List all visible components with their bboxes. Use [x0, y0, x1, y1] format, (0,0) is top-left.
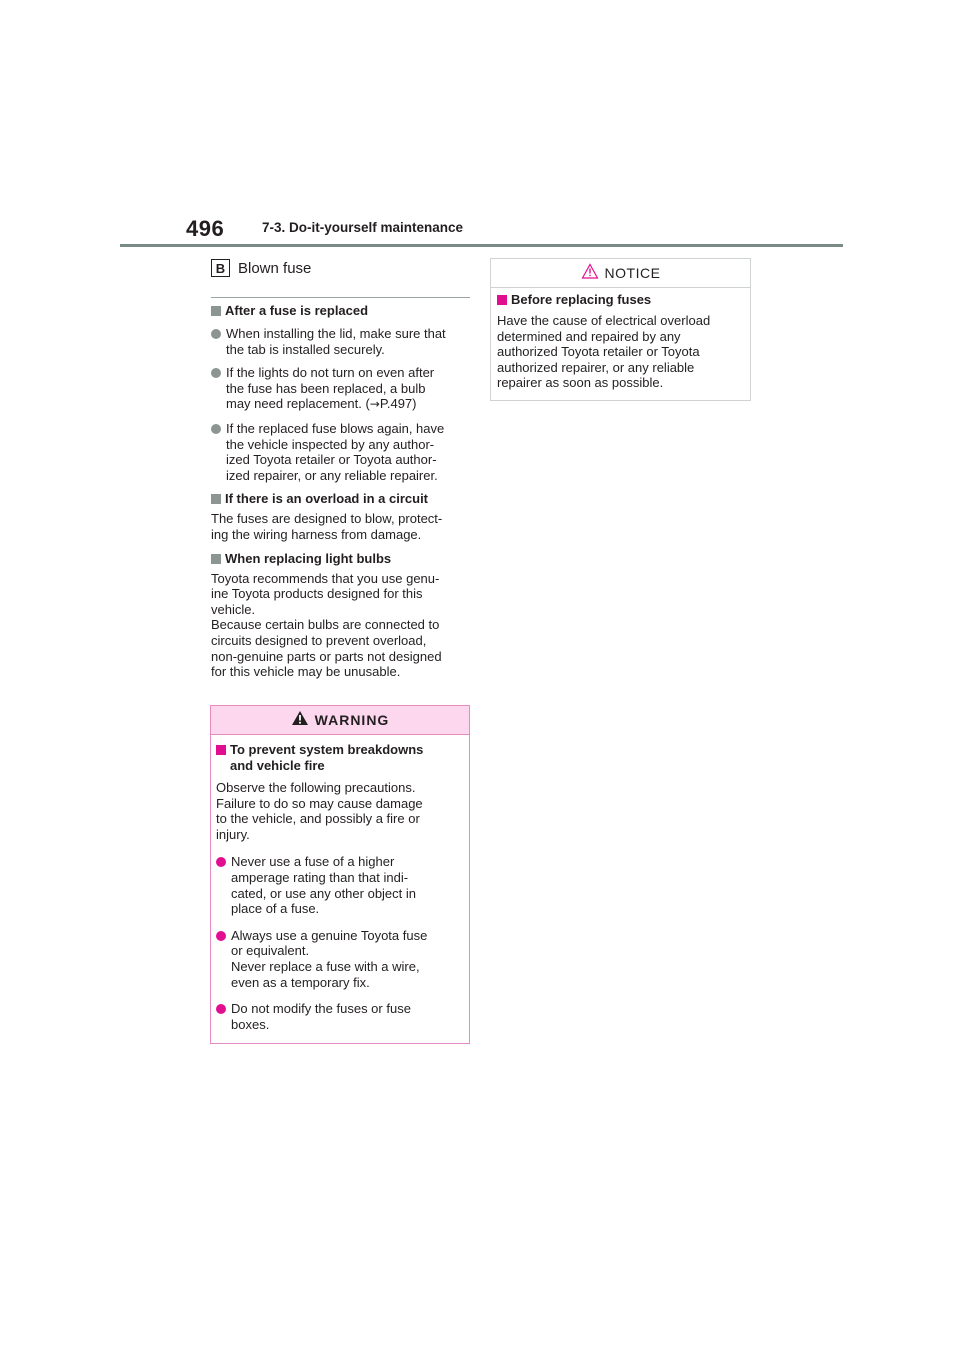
circle-bullet-icon — [211, 368, 221, 378]
list-item — [216, 854, 464, 916]
square-bullet-icon — [211, 306, 221, 316]
notice-heading-text: Before replacing fuses — [511, 292, 652, 307]
list-item — [216, 928, 464, 990]
page-number: 496 — [186, 216, 225, 241]
circle-bullet-icon — [216, 1004, 226, 1014]
after-replaced-heading — [211, 303, 471, 319]
list-item-text: If the replaced fuse blows again, have the vehicle inspected by any author- ized Toyota retailer or Toyota author- ized repairer, or any reliable repairer. — [226, 420, 445, 483]
list-item — [211, 326, 471, 357]
list-item-text — [226, 365, 434, 413]
list-item — [211, 365, 471, 413]
list-item-text: When installing the lid, make sure that the tab is installed securely. — [226, 326, 446, 357]
arrow-icon: → — [369, 397, 380, 412]
warning-heading — [216, 742, 464, 774]
list-item — [211, 421, 471, 483]
callout-letter-box: B — [211, 259, 230, 277]
overload-text: The fuses are designed to blow, protect- ing the wiring harness from damage. — [211, 511, 443, 542]
list-item — [216, 1001, 464, 1032]
square-bullet-icon — [216, 745, 226, 755]
notice-title: NOTICE — [604, 265, 661, 281]
blown-fuse-label-row — [211, 258, 471, 278]
light-bulbs-heading-text: When replacing light bulbs — [225, 550, 392, 566]
notice-box — [490, 258, 751, 401]
light-bulbs-text: Toyota recommends that you use genu- ine Toyota products designed for this vehicle. Because certain bulbs are connected to circuits designed to prevent overload, non-genuine parts or parts not designed for this vehicle may be unusable. — [211, 570, 442, 680]
notice-heading — [497, 292, 744, 308]
section-divider — [211, 297, 470, 298]
light-bulbs-heading — [211, 551, 471, 567]
page-reference[interactable]: P.497) — [379, 396, 417, 412]
warning-triangle-icon — [291, 710, 309, 731]
circle-bullet-icon — [216, 857, 226, 867]
warning-header — [211, 706, 469, 735]
notice-triangle-icon — [581, 263, 599, 284]
warning-intro: Observe the following precautions. Failure to do so may cause damage to the vehicle, and possibly a fire or injury. — [216, 780, 423, 842]
square-bullet-icon — [497, 295, 507, 305]
blown-fuse-label: Blown fuse — [238, 259, 312, 277]
list-item-text-main: If the lights do not turn on even after the fuse has been replaced, a bulb may need replacement. ( — [226, 365, 435, 412]
list-item-text: Do not modify the fuses or fuse boxes. — [231, 1001, 411, 1032]
notice-header — [491, 259, 750, 288]
warning-body — [211, 735, 469, 1032]
after-replaced-heading-text: After a fuse is replaced — [225, 303, 369, 318]
warning-box — [210, 705, 470, 1044]
warning-heading-text: To prevent system breakdowns and vehicle fire — [230, 742, 424, 773]
notice-text: Have the cause of electrical overload determined and repaired by any authorized Toyota retailer or Toyota authorized repairer, or any reliable repairer as soon as possible. — [497, 313, 711, 391]
section-title: 7-3. Do-it-yourself maintenance — [262, 220, 464, 235]
square-bullet-icon — [211, 554, 221, 564]
circle-bullet-icon — [216, 931, 226, 941]
left-column — [211, 258, 471, 680]
list-item-text: Always use a genuine Toyota fuse or equivalent. Never replace a fuse with a wire, even as a temporary fix. — [231, 927, 428, 990]
circle-bullet-icon — [211, 329, 221, 339]
notice-body — [491, 288, 750, 391]
overload-heading — [211, 491, 471, 507]
warning-title: WARNING — [314, 712, 390, 728]
circle-bullet-icon — [211, 424, 221, 434]
header-divider — [120, 244, 843, 247]
square-bullet-icon — [211, 494, 221, 504]
overload-heading-text: If there is an overload in a circuit — [225, 491, 429, 507]
list-item-text: Never use a fuse of a higher amperage rating than that indi- cated, or use any other object in place of a fuse. — [231, 854, 417, 917]
